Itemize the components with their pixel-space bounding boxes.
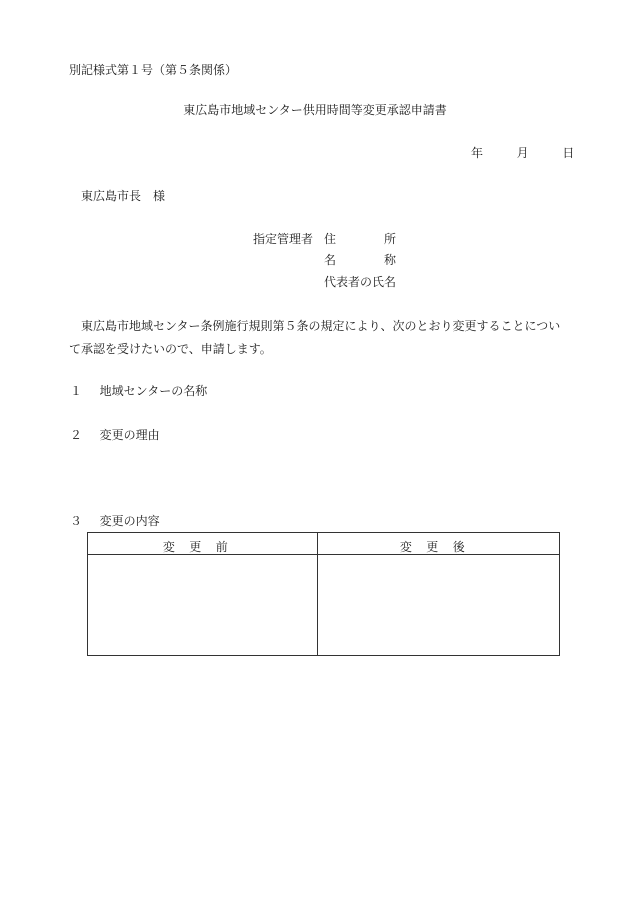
date-line xyxy=(471,147,574,159)
form-number: 別記様式第１号（第５条関係） xyxy=(69,63,238,77)
item-label: 変更の理由 xyxy=(99,428,160,442)
table-column-divider xyxy=(317,533,318,655)
form-title: 東広島市地域センター供用時間等変更承認申請書 xyxy=(183,103,447,117)
table-header-before: 変更前 xyxy=(162,540,243,554)
table-header-divider xyxy=(88,554,559,555)
item-2 xyxy=(70,429,160,441)
table-header-after: 変更後 xyxy=(399,540,480,554)
item-1 xyxy=(70,385,207,397)
date-day-label: 日 xyxy=(562,146,575,160)
date-year-label: 年 xyxy=(471,146,484,160)
item-3 xyxy=(70,515,160,527)
date-month-label: 月 xyxy=(516,146,529,160)
name-label: 名 称 xyxy=(324,253,397,267)
item-label: 地域センターの名称 xyxy=(99,384,208,398)
changes-table xyxy=(87,532,560,656)
applicant-role: 指定管理者 xyxy=(253,232,314,246)
item-label: 変更の内容 xyxy=(99,514,160,528)
body-text-line2: て承認を受けたいので、申請します。 xyxy=(69,342,272,356)
item-number: １ xyxy=(70,384,83,398)
addressee: 東広島市長 様 xyxy=(81,189,166,203)
body-text-line1: 東広島市地域センター条例施行規則第５条の規定により、次のとおり変更することについ xyxy=(81,319,561,333)
item-number: ２ xyxy=(70,428,83,442)
representative-label: 代表者の氏名 xyxy=(324,275,397,289)
item-number: ３ xyxy=(70,514,83,528)
address-label: 住 所 xyxy=(324,232,397,246)
